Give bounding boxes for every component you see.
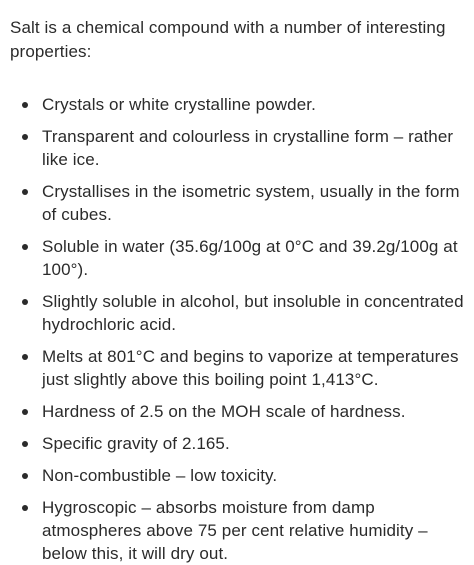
bullet-icon	[22, 505, 28, 511]
bullet-icon	[22, 102, 28, 108]
list-item-text: Transparent and colourless in crystalline form – rather like ice.	[42, 127, 454, 169]
list-item-text: Hygroscopic – absorbs moisture from damp atmospheres above 75 per cent relative humidity – below this, it will dry out.	[42, 498, 428, 563]
list-item-text: Hardness of 2.5 on the MOH scale of hardness.	[42, 402, 406, 421]
list-item	[10, 432, 464, 455]
list-item-text: Crystals or white crystalline powder.	[42, 95, 316, 114]
list-item	[10, 125, 464, 171]
list-item	[10, 400, 464, 423]
list-item	[10, 290, 464, 336]
list-item	[10, 345, 464, 391]
intro-paragraph: Salt is a chemical compound with a number of interesting properties:	[10, 18, 446, 61]
list-item	[10, 235, 464, 281]
list-item-text: Slightly soluble in alcohol, but insoluble in concentrated hydrochloric acid.	[42, 292, 464, 334]
bullet-icon	[22, 409, 28, 415]
bullet-icon	[22, 189, 28, 195]
list-item	[10, 93, 464, 116]
list-item	[10, 496, 464, 565]
list-item-text: Non-combustible – low toxicity.	[42, 466, 278, 485]
bullet-icon	[22, 441, 28, 447]
bullet-icon	[22, 473, 28, 479]
bullet-icon	[22, 299, 28, 305]
bullet-icon	[22, 354, 28, 360]
list-item-text: Specific gravity of 2.165.	[42, 434, 230, 453]
bullet-icon	[22, 244, 28, 250]
bullet-icon	[22, 134, 28, 140]
properties-list	[10, 93, 464, 565]
list-item	[10, 180, 464, 226]
list-item-text: Soluble in water (35.6g/100g at 0°C and 39.2g/100g at 100°).	[42, 237, 458, 279]
list-item	[10, 464, 464, 487]
list-item-text: Crystallises in the isometric system, usually in the form of cubes.	[42, 182, 460, 224]
list-item-text: Melts at 801°C and begins to vaporize at temperatures just slightly above this boiling point 1,413°C.	[42, 347, 459, 389]
